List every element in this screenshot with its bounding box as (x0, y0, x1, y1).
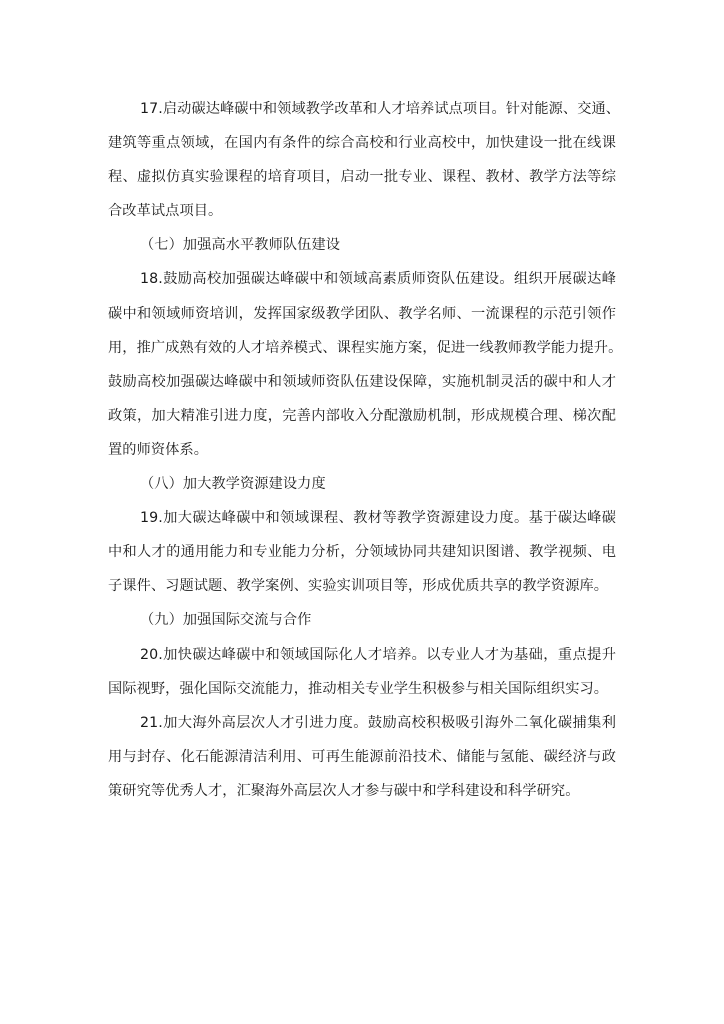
paragraph-line: 子课件、习题试题、教学案例、实验实训项目等，形成优质共享的教学资源库。 (108, 578, 609, 595)
section-heading-8 (108, 467, 616, 501)
paragraph-line: 用，推广成熟有效的人才培养模式、课程实施方案，促进一线教师教学能力提升。 (108, 339, 623, 356)
document-page (108, 92, 623, 808)
paragraph-20 (108, 638, 616, 706)
paragraph-line: 碳中和领域师资培训，发挥国家级教学团队、教学名师、一流课程的示范引领作 (108, 305, 616, 322)
paragraph-21 (108, 706, 616, 808)
paragraph-line: 政策，加大精准引进力度，完善内部收入分配激励机制，形成规模合理、梯次配 (108, 407, 616, 424)
paragraph-line: 21.加大海外高层次人才引进力度。鼓励高校积极吸引海外二氧化碳捕集利 (140, 714, 616, 731)
paragraph-line: 中和人才的通用能力和专业能力分析，分领域协同共建知识图谱、教学视频、电 (108, 544, 616, 561)
paragraph-line: 19.加大碳达峰碳中和领域课程、教材等教学资源建设力度。基于碳达峰碳 (140, 510, 616, 527)
section-heading-7 (108, 228, 616, 262)
section-heading: （八）加大教学资源建设力度 (140, 476, 326, 493)
paragraph-line: 程、虚拟仿真实验课程的培育项目，启动一批专业、课程、教材、教学方法等综 (108, 169, 616, 186)
paragraph-line: 合改革试点项目。 (108, 203, 223, 220)
section-heading: （九）加强国际交流与合作 (140, 612, 312, 629)
paragraph-line: 建筑等重点领域，在国内有条件的综合高校和行业高校中，加快建设一批在线课 (108, 135, 616, 152)
paragraph-line: 策研究等优秀人才，汇聚海外高层次人才参与碳中和学科建设和科学研究。 (108, 782, 580, 799)
section-heading-9 (108, 603, 616, 637)
paragraph-line: 国际视野，强化国际交流能力，推动相关专业学生积极参与相关国际组织实习。 (108, 680, 609, 697)
paragraph-17 (108, 92, 621, 228)
paragraph-19 (108, 501, 616, 603)
paragraph-line: 17.启动碳达峰碳中和领域教学改革和人才培养试点项目。针对能源、交通、 (140, 101, 621, 117)
paragraph-line: 用与封存、化石能源清洁利用、可再生能源前沿技术、储能与氢能、碳经济与政 (108, 748, 616, 765)
paragraph-18 (108, 262, 623, 467)
paragraph-line: 置的师资体系。 (108, 441, 209, 458)
paragraph-line: 鼓励高校加强碳达峰碳中和领域师资队伍建设保障，实施机制灵活的碳中和人才 (108, 373, 616, 390)
paragraph-line: 18.鼓励高校加强碳达峰碳中和领域高素质师资队伍建设。组织开展碳达峰 (140, 271, 616, 288)
section-heading: （七）加强高水平教师队伍建设 (140, 237, 341, 254)
paragraph-line: 20.加快碳达峰碳中和领域国际化人才培养。以专业人才为基础，重点提升 (140, 646, 616, 663)
